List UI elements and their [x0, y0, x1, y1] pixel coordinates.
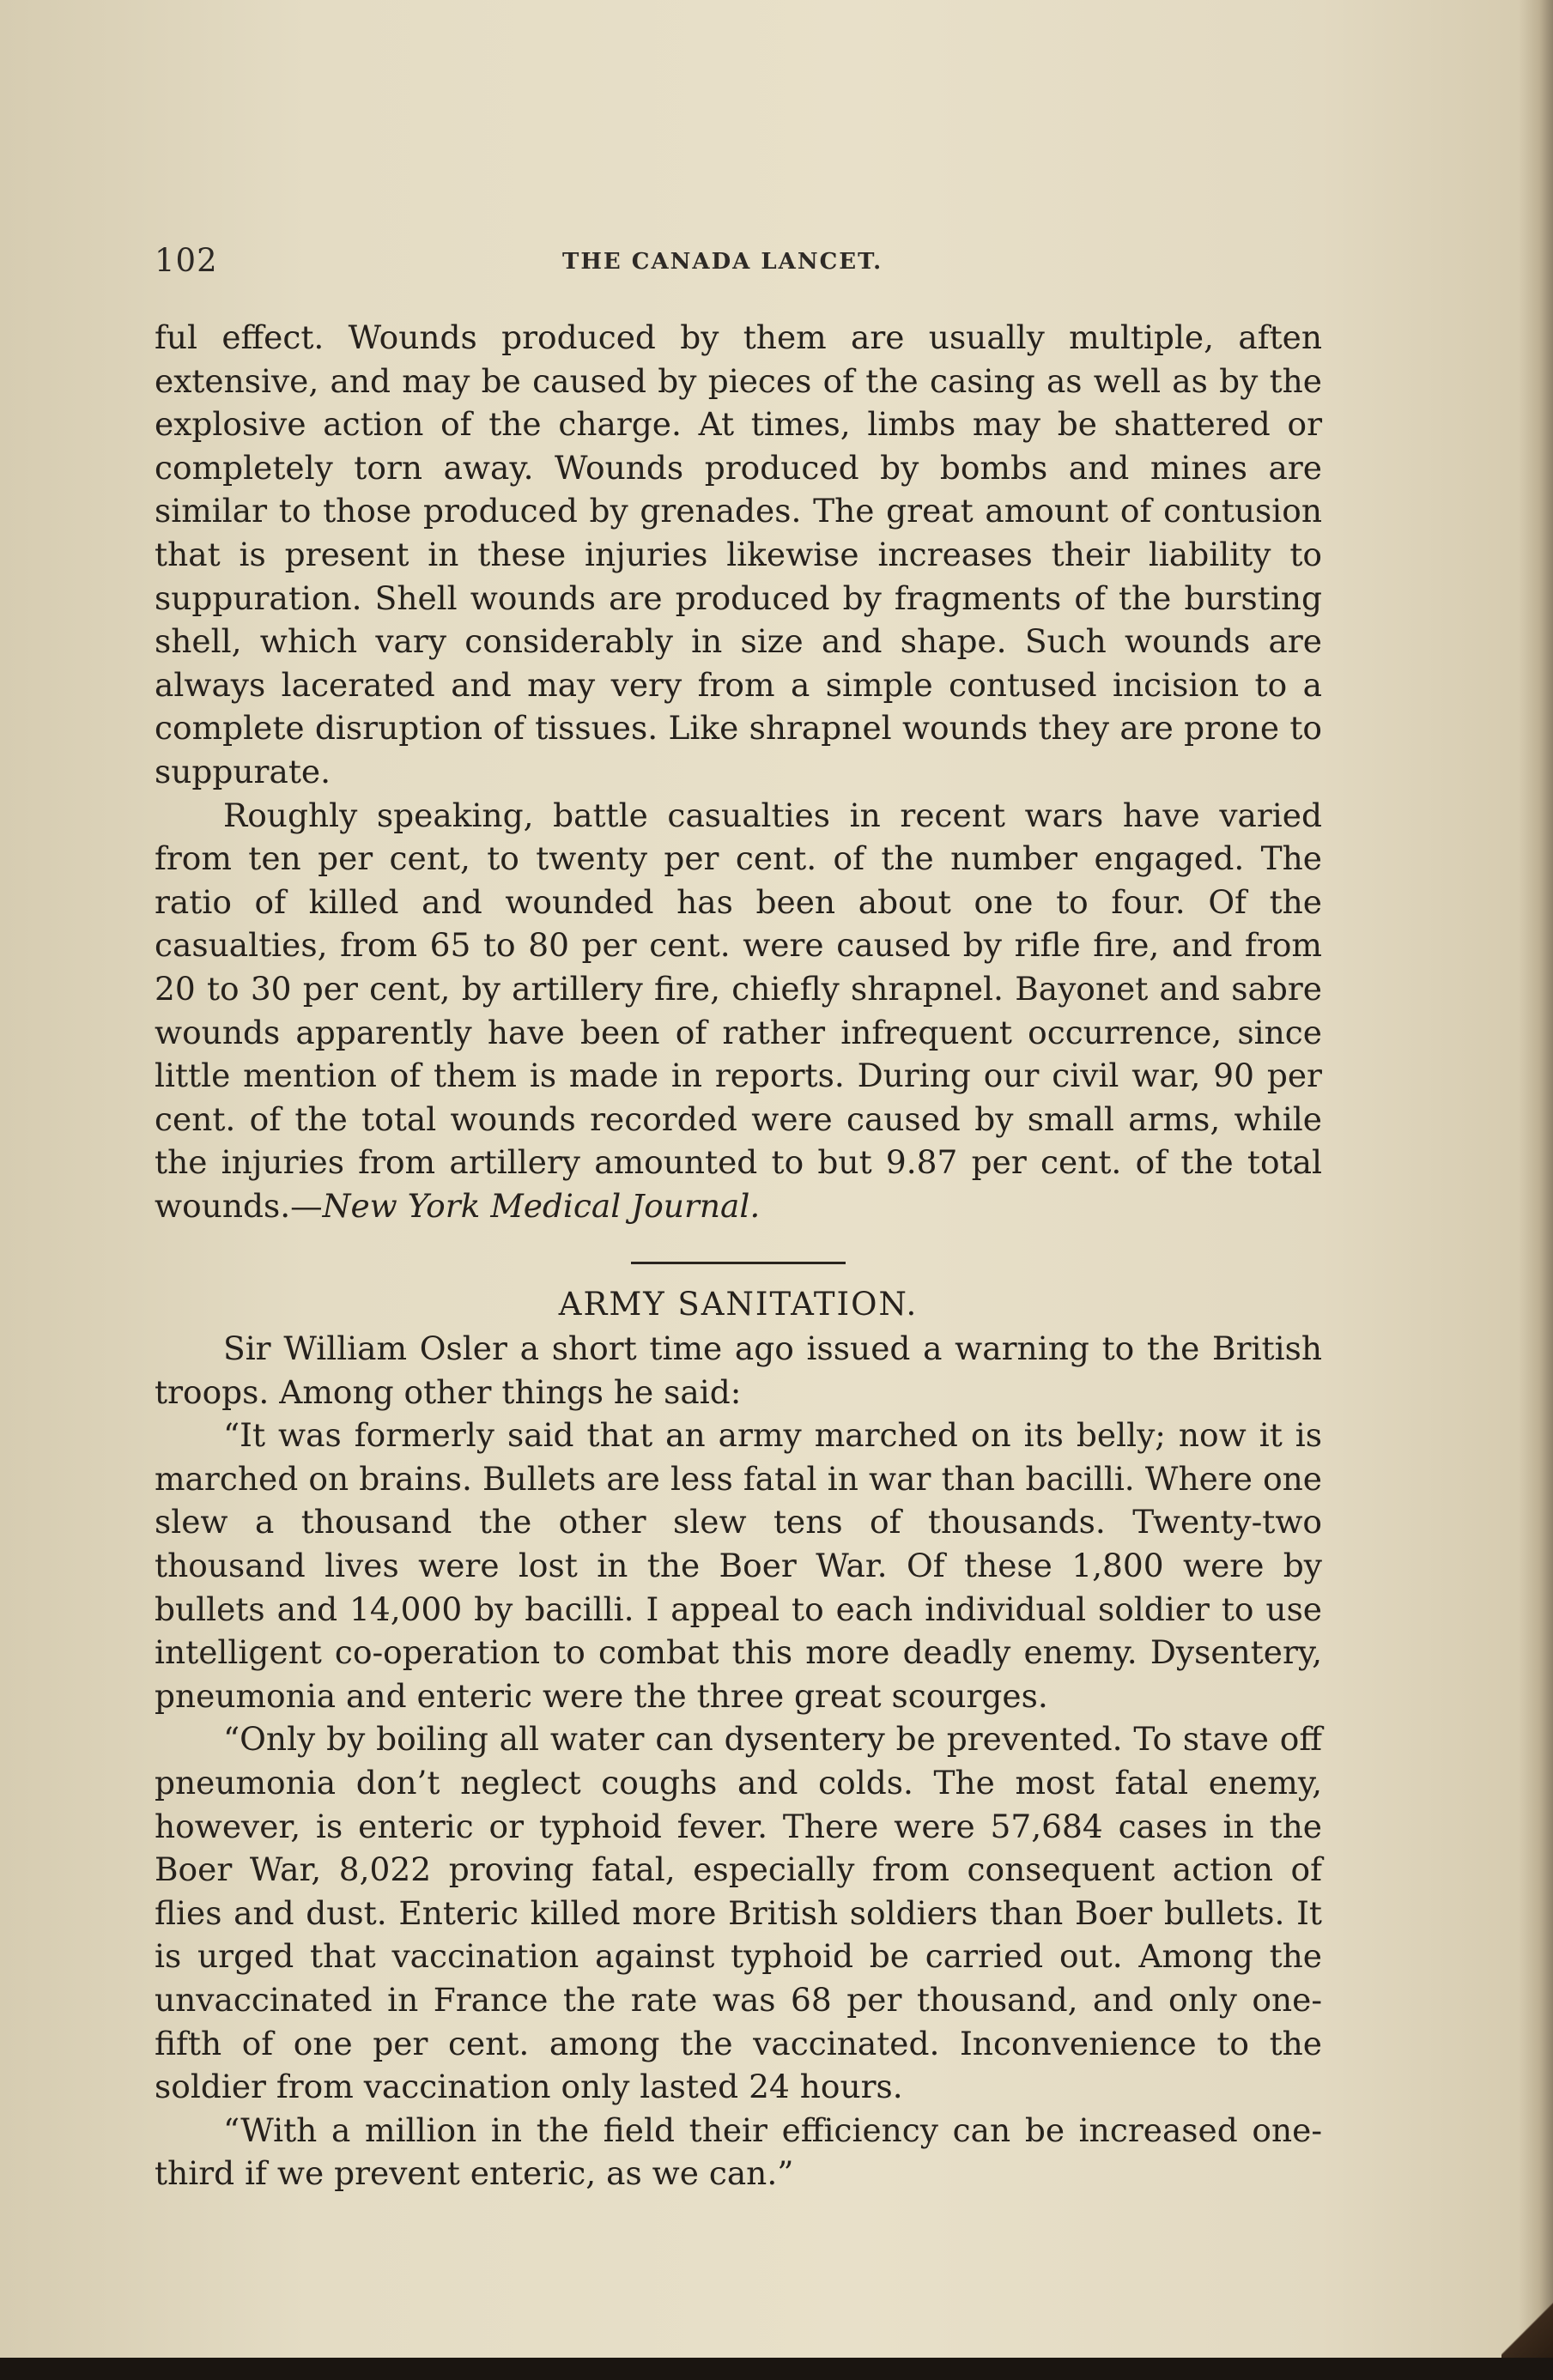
paragraph: ful effect. Wounds produced by them are usually multiple, aften extensive, and may be caused by pieces of the casing as well as by the explosive action of the charge. At times, limbs may be shattered or completely torn away. Wounds produced by bombs and mines are similar to those produced by grenades. The great amount of contusion that is present in these injuries likewise increases their liability to suppuration. Shell wounds are produced by fragments of the bursting shell, which vary considerably in size and shape. Such wounds are always lacerated and may very from a simple contused incision to a complete disruption of tissues. Like shrapnel wounds they are prone to suppurate.	[155, 318, 1322, 790]
page-edge-shadow	[1519, 0, 1553, 2380]
paragraph: “With a million in the field their efficiency can be increased one-third if we prevent enteric, as we can.”	[155, 2111, 1322, 2193]
source-citation: New York Medical Journal.	[322, 1186, 761, 1225]
paragraph-text: Roughly speaking, battle casualties in recent wars have varied from ten per cent, to twenty per cent. of the number engaged. The ratio of killed and wounded has been about one to four. Of the casualties, from 65 to 80 per cent. were caused by rifle fire, and from 20 to 30 per cent, by artillery fire, chiefly shrapnel. Bayonet and sabre wounds apparently have been of rather infrequent occurrence, since little mention of them is made in reports. During our civil war, 90 per cent. of the total wounds recorded were caused by small arms, while the injuries from artillery amounted to but 9.87 per cent. of the total wounds.—	[155, 796, 1322, 1225]
page-header	[155, 242, 1322, 294]
section-divider	[631, 1262, 846, 1264]
page-number: 102	[155, 242, 218, 279]
paragraph: “Only by boiling all water can dysentery be prevented. To stave off pneumonia don’t neglect coughs and colds. The most fatal enemy, however, is enteric or typhoid fever. There were 57,684 cases in the Boer War, 8,022 proving fatal, especially from consequent action of flies and dust. Enteric killed more British soldiers than Boer bullets. It is urged that vaccination against typhoid be carried out. Among the unvaccinated in France the rate was 68 per thousand, and only one-fifth of one per cent. among the vaccinated. Inconvenience to the soldier from vaccination only lasted 24 hours.	[155, 1720, 1322, 2106]
paragraph: “It was formerly said that an army marched on its belly; now it is marched on brains. Bullets are less fatal in war than bacilli. Where one slew a thousand the other slew tens of thousands. Twenty-two thousand lives were lost in the Boer War. Of these 1,800 were by bullets and 14,000 by bacilli. I appeal to each individual soldier to use intelligent co-operation to combat this more deadly enemy. Dysentery, pneumonia and enteric were the three great scourges.	[155, 1416, 1322, 1715]
paragraph	[155, 794, 1322, 1228]
page-corner	[1501, 2298, 1553, 2358]
running-head: THE CANADA LANCET.	[562, 249, 883, 275]
section-title: ARMY SANITATION.	[558, 1286, 919, 1323]
page-body	[155, 316, 1322, 2195]
paragraph: Sir William Osler a short time ago issued a warning to the British troops. Among other things he said:	[155, 1329, 1322, 1411]
scan-border	[0, 2358, 1553, 2380]
